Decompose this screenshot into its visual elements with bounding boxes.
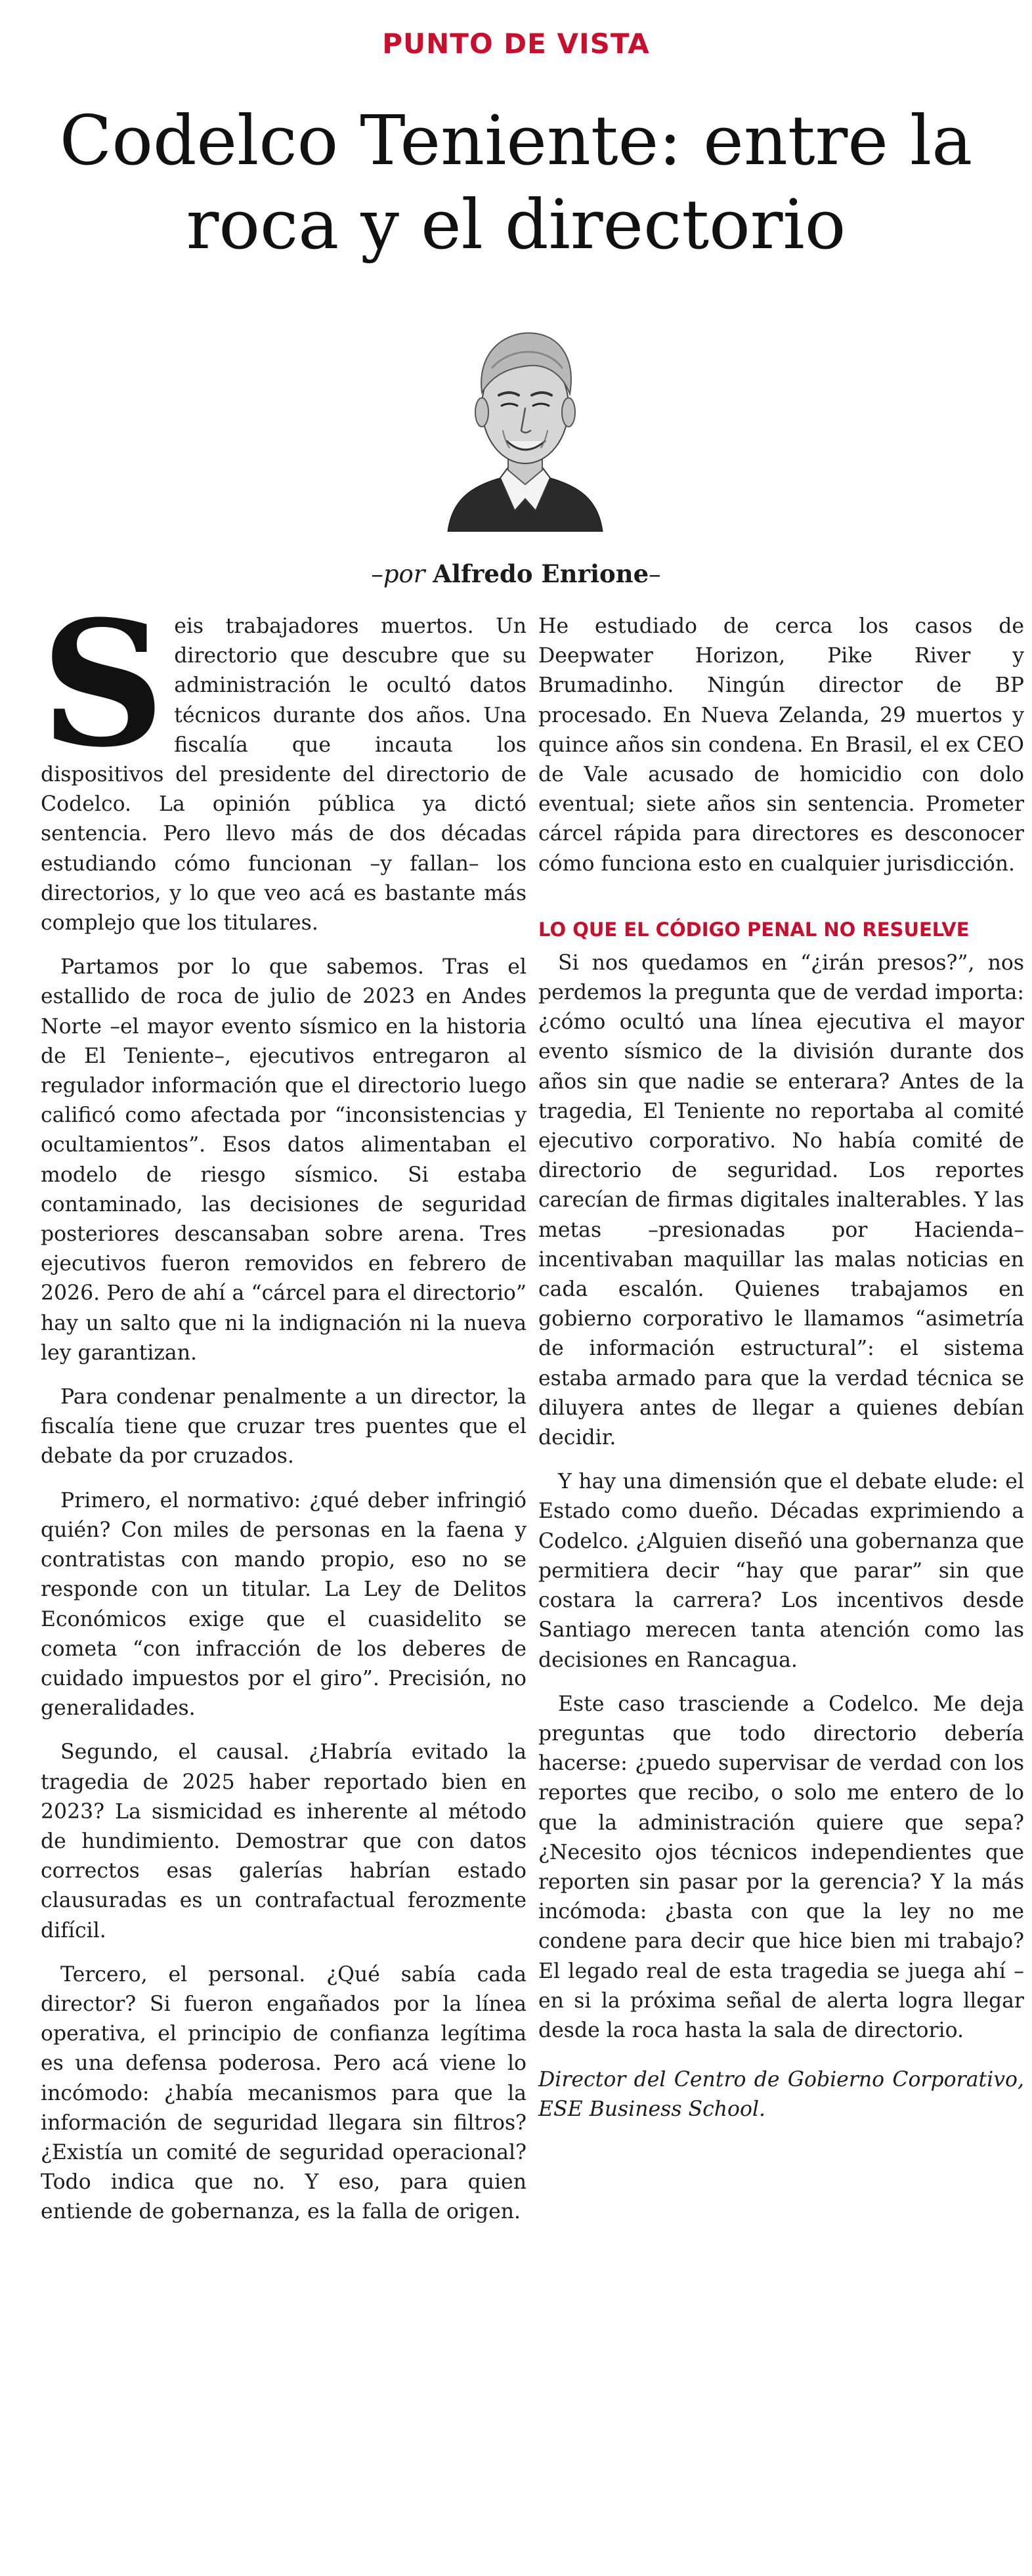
article-paragraph: Para condenar penalmente a un director, la fiscalía tiene que cruzar tres puentes que el debate da por cruzados. bbox=[41, 1385, 527, 1469]
byline-dash-open: – bbox=[371, 560, 383, 588]
article-paragraph: Tercero, el personal. ¿Qué sabía cada director? Si fueron engañados por la línea operativa, el principio de confianza legítima es una defensa poderosa. Pero acá viene lo incómodo: ¿había mecanismos para que la información de seguridad llegara sin filtros? ¿Existía un comité de seguridad operacional? Todo indica que no. Y eso, para quien entiende de gobernanza, es la falla de origen. bbox=[41, 1962, 527, 2224]
article-paragraph: Primero, el normativo: ¿qué deber infringió quién? Con miles de personas en la faena y contratistas con mando propio, eso no se responde con un titular. La Ley de Delitos Económicos exige que el cuasidelito se cometa “con infracción de los deberes de cuidado impuestos por el giro”. Precisión, no generalidades. bbox=[41, 1488, 527, 1721]
paragraph-text: eis trabajadores muertos. Un directorio que descubre que su administración le ocultó datos técnicos durante dos años. Una fiscalía que incauta los dispositivos del presidente del directorio de Codelco. La opinión pública ya dictó sentencia. Pero llevo más de dos décadas estudiando cómo funcionan –y fallan– los directorios, y lo que veo acá es bastante más complejo que los titulares. bbox=[41, 614, 527, 935]
article-paragraph: Si nos quedamos en “¿irán presos?”, nos perdemos la pregunta que de verdad importa: ¿cómo ocultó una línea ejecutiva el mayor evento sísmico de la división durante dos años sin que nadie se enterara? Antes de la tragedia, El Teniente no reportaba al comité ejecutivo corporativo. No había comité de directorio de seguridad. Los reportes carecían de firmas digitales inalterables. Y las metas –presionadas por Hacienda– incentivaban maquillar las malas noticias en cada escalón. Quienes trabajamos en gobierno corporativo le llamamos “asimetría de información estructural”: el sistema estaba armado para que la verdad técnica se diluyera antes de llegar a quienes debían decidir. bbox=[538, 951, 1024, 1450]
author-portrait bbox=[446, 302, 604, 532]
article-column-right bbox=[538, 612, 1024, 2139]
article-paragraph: Y hay una dimensión que el debate elude: el Estado como dueño. Décadas exprimiendo a Codelco. ¿Alguien diseñó una gobernanza que permitiera decir “hay que parar” sin que costara la carrera? Los incentivos desde Santiago merecen tanta atención como las decisiones en Rancagua. bbox=[538, 1470, 1024, 1672]
headline-line-2: roca y el directorio bbox=[186, 184, 846, 265]
subheading: LO QUE EL CÓDIGO PENAL NO RESUELVE bbox=[538, 918, 970, 941]
drop-cap: S bbox=[41, 583, 165, 785]
section-label: PUNTO DE VISTA bbox=[382, 28, 650, 60]
article-paragraph: Este caso trasciende a Codelco. Me deja preguntas que todo directorio debería hacerse: ¿puedo supervisar de verdad con los reportes que recibo, o solo me entero de lo que la administración quiere que sepa? ¿Necesito ojos técnicos independientes que reporten sin pasar por la gerencia? Y la más incómoda: ¿basta con que la ley no me condene para decir que hice bien mi trabajo? El legado real de esta tragedia se juega ahí –en si la próxima señal de alerta logra llegar desde la roca hasta la sala de directorio. bbox=[538, 1692, 1024, 2042]
headline bbox=[0, 98, 1032, 267]
article-paragraph bbox=[41, 583, 527, 938]
byline-dash-close: – bbox=[649, 560, 661, 588]
author-name: Alfredo Enrione bbox=[433, 559, 649, 588]
article-column-left bbox=[41, 583, 527, 2242]
article-paragraph: He estudiado de cerca los casos de Deepwater Horizon, Pike River y Brumadinho. Ningún director de BP procesado. En Nueva Zelanda, 29 muertos y quince años sin condena. En Brasil, el ex CEO de Vale acusado de homicidio con dolo eventual; siete años sin sentencia. Prometer cárcel rápida para directores es desconocer cómo funciona esto en cualquier jurisdicción. bbox=[538, 614, 1024, 876]
article-paragraph: Segundo, el causal. ¿Habría evitado la tragedia de 2025 haber reportado bien en 2023? La sismicidad es inherente al método de hundimiento. Demostrar que con datos correctos esas galerías habrían estado clausuradas es un contrafactual ferozmente difícil. bbox=[41, 1740, 527, 1943]
headline-line-1: Codelco Teniente: entre la bbox=[59, 100, 973, 181]
byline-por: por bbox=[383, 560, 425, 588]
author-signature: Director del Centro de Gobierno Corporativo, ESE Business School. bbox=[538, 2068, 1024, 2122]
article-paragraph: Partamos por lo que sabemos. Tras el estallido de roca de julio de 2023 en Andes Norte –el mayor evento sísmico en la historia de El Teniente–, ejecutivos entregaron al regulador información que el directorio luego calificó como afectada por “inconsistencias y ocultamientos”. Esos datos alimentaban el modelo de riesgo sísmico. Si estaba contaminado, las decisiones de seguridad posteriores descansaban sobre arena. Tres ejecutivos fueron removidos en febrero de 2026. Pero de ahí a “cárcel para el directorio” hay un salto que ni la indignación ni la nueva ley garantizan. bbox=[41, 955, 527, 1365]
